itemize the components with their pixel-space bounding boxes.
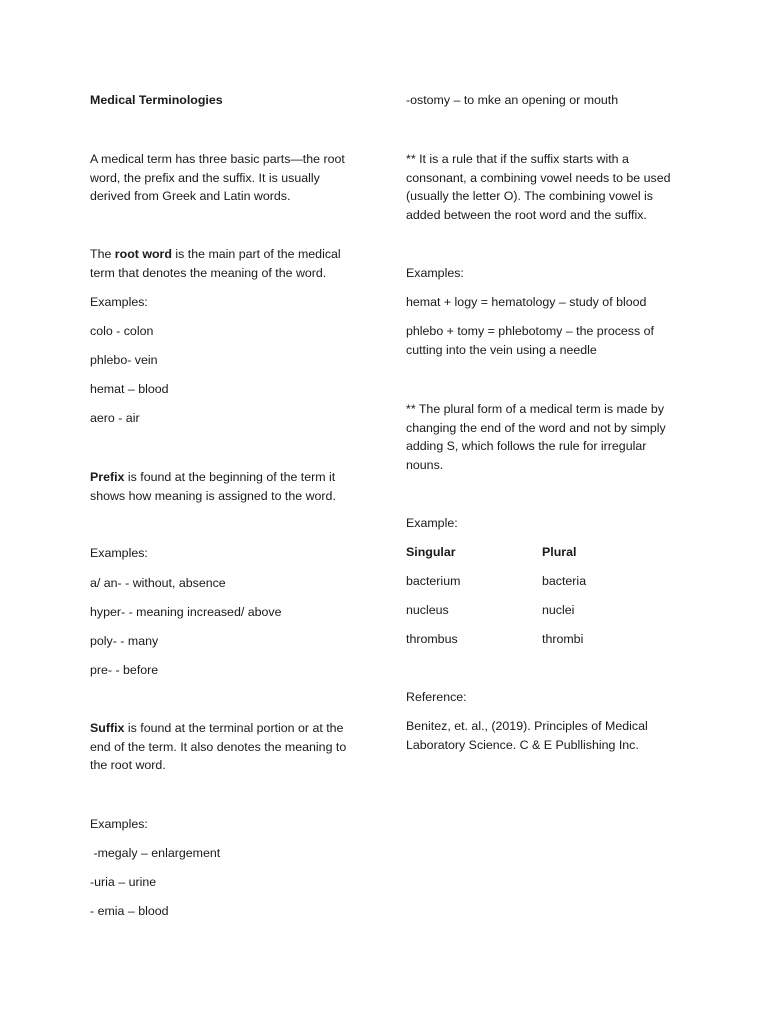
suffix-term: Suffix	[90, 721, 125, 735]
prefix-example-item: poly- - many	[90, 634, 159, 648]
root-word-pre: The	[90, 247, 115, 261]
plural-rule: ** The plural form of a medical term is made by changing the end of the word and not by simply adding S, which follows the rule for irregular nouns.	[406, 402, 666, 472]
reference-citation: Benitez, et. al., (2019). Principles of Medical Laboratory Science. C & E Publlishing Inc.	[406, 719, 648, 752]
root-word-term: root word	[114, 247, 172, 261]
plural-cell: nuclei	[542, 603, 575, 617]
prefix-example-item: hyper- - meaning increased/ above	[90, 605, 282, 619]
table-row	[406, 630, 706, 649]
document-title: Medical Terminologies	[90, 93, 223, 107]
prefix-example-item: pre- - before	[90, 663, 159, 677]
root-example-item: colo - colon	[90, 324, 154, 338]
rule-examples-label: Examples:	[406, 266, 464, 280]
suffix-example-item: -megaly – enlargement	[90, 846, 221, 860]
root-example-item: aero - air	[90, 411, 140, 425]
suffix-paragraph	[90, 719, 362, 775]
suffix-example-item: - emia – blood	[90, 904, 169, 918]
plural-cell: thrombi	[542, 632, 584, 646]
root-word-paragraph	[90, 245, 362, 282]
plural-example-label: Example:	[406, 516, 458, 530]
prefix-examples-label: Examples:	[90, 546, 148, 560]
rule-example-item: hemat + logy = hematology – study of blood	[406, 295, 647, 309]
singular-cell: bacterium	[406, 574, 461, 588]
table-row	[406, 572, 706, 591]
suffix-example-item: -uria – urine	[90, 875, 157, 889]
table-row	[406, 601, 706, 620]
plural-cell: bacteria	[542, 574, 587, 588]
singular-cell: thrombus	[406, 632, 458, 646]
suffix-examples-label: Examples:	[90, 817, 148, 831]
reference-label: Reference:	[406, 690, 467, 704]
prefix-definition: is found at the beginning of the term it shows how meaning is assigned to the word.	[90, 470, 336, 503]
suffix-example-item: -ostomy – to mke an opening or mouth	[406, 93, 619, 107]
root-example-item: hemat – blood	[90, 382, 169, 396]
root-example-item: phlebo- vein	[90, 353, 158, 367]
combining-vowel-rule: ** It is a rule that if the suffix starts with a consonant, a combining vowel needs to be used (usually the letter O). The combining vowel is added between the root word and the suffix.	[406, 152, 671, 222]
suffix-definition: is found at the terminal portion or at the end of the term. It also denotes the meaning to the root word.	[90, 721, 347, 773]
singular-cell: nucleus	[406, 603, 449, 617]
column-header-singular: Singular	[406, 545, 456, 559]
root-word-definition: is the main part of the medical term that denotes the meaning of the word.	[90, 247, 341, 280]
prefix-term: Prefix	[90, 470, 125, 484]
root-examples-label: Examples:	[90, 295, 148, 309]
column-header-plural: Plural	[542, 545, 577, 559]
table-header-row	[406, 543, 706, 562]
rule-example-item: phlebo + tomy = phlebotomy – the process of cutting into the vein using a needle	[406, 324, 654, 357]
prefix-example-item: a/ an- - without, absence	[90, 576, 226, 590]
intro-paragraph: A medical term has three basic parts—the root word, the prefix and the suffix. It is usually derived from Greek and Latin words.	[90, 152, 345, 204]
prefix-paragraph	[90, 468, 362, 505]
